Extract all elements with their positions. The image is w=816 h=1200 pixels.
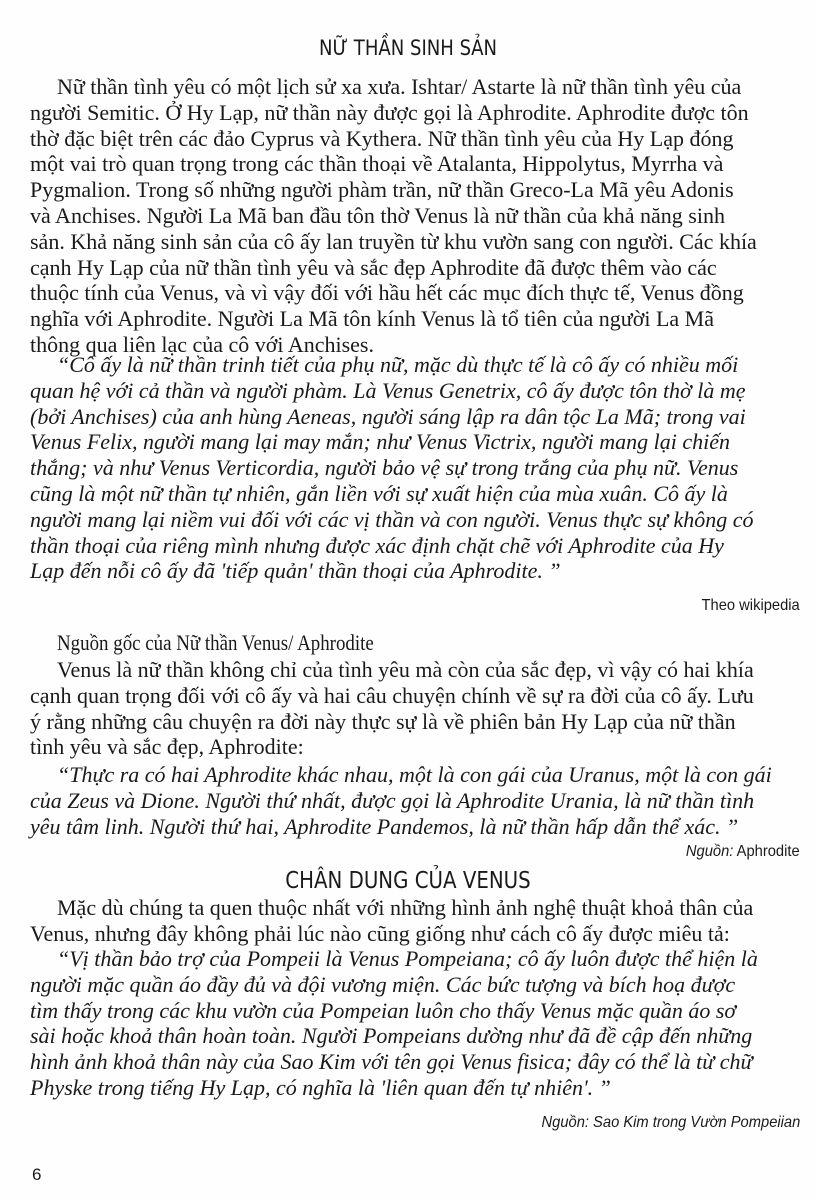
section2-subtitle: Nguồn gốc của Nữ thần Venus/ Aphrodite [57,630,374,655]
page-number: 6 [32,1165,42,1184]
source-wikipedia: Theo wikipedia [701,597,800,614]
text-line: cạnh Hy Lạp của nữ thần tình yêu và sắc đẹp Aphrodite đã được thêm vào các [30,254,717,280]
text-line: thắng; và như Venus Verticordia, người bảo vệ sự trong trắng của phụ nữ. Venus [30,455,739,481]
text-line: Venus là nữ thần không chỉ của tình yêu mà còn của sắc đẹp, vì vậy có hai khía [57,657,754,682]
text-line: ý rằng những câu chuyện ra đời này thực sự là về phiên bản Hy Lạp của nữ thần [30,708,736,734]
text-line: cạnh quan trọng đối với cô ấy và hai câu chuyện chính về sự ra đời của cô ấy. Lưu [30,682,754,708]
text-line: tìm thấy trong các khu vườn của Pompeian luôn cho thấy Venus mặc quần áo sơ [30,997,737,1023]
text-line: Mặc dù chúng ta quen thuộc nhất với những hình ảnh nghệ thuật khoả thân của [57,895,754,920]
text-line: “Thực ra có hai Aphrodite khác nhau, một là con gái của Uranus, một là con gái [57,762,772,787]
text-line: một vai trò quan trọng trong các thần thoại về Atalanta, Hippolytus, Myrrha và [30,151,724,177]
section-title-fertility-goddess: NỮ THẦN SINH SẢN [319,36,497,60]
source-aphrodite [686,843,800,861]
text-line: của Zeus và Dione. Người thứ nhất, được gọi là Aphrodite Urania, là nữ thần tình [30,787,755,813]
text-line: sài hoặc khoả thân hoàn toàn. Người Pompeians dường như đã đề cập đến những [30,1023,753,1049]
source-label: Nguồn: [686,843,734,860]
text-line: Nữ thần tình yêu có một lịch sử xa xưa. Ishtar/ Astarte là nữ thần tình yêu của [57,74,742,99]
text-line: sản. Khả năng sinh sản của cô ấy lan truyền từ khu vườn sang con người. Các khía [30,228,757,254]
text-line: thần thoại của riêng mình nhưng được xác định chặt chẽ với Aphrodite của Hy [30,532,724,558]
text-line: tình yêu và sắc đẹp, Aphrodite: [30,734,304,760]
text-line: (bởi Anchises) của anh hùng Aeneas, người sáng lập ra dân tộc La Mã; trong vai [30,403,746,429]
text-line: người mặc quần áo đầy đủ và đội vương miện. Các bức tượng và bích hoạ được [30,971,736,997]
source-pompeii-garden: Nguồn: Sao Kim trong Vườn Pompeiian [541,1114,800,1131]
text-line: và Anchises. Người La Mã ban đầu tôn thờ Venus là nữ thần của khả năng sinh [30,203,725,228]
text-line: người Semitic. Ở Hy Lạp, nữ thần này được gọi là Aphrodite. Aphrodite được tôn [30,99,749,125]
text-line: thông qua liên lạc của cô với Anchises. [30,332,374,357]
text-line: cũng là một nữ thần tự nhiên, gắn liền với sự xuất hiện của mùa xuân. Cô ấy là [30,481,728,506]
text-line: thờ đặc biệt trên các đảo Cyprus và Kythera. Nữ thần tình yêu của Hy Lạp đóng [30,125,734,151]
section-title-venus-portrait: CHÂN DUNG CỦA VENUS [285,868,531,894]
text-line: thuộc tính của Venus, và vì vậy đối với hầu hết các mục đích thực tế, Venus đồng [30,280,744,306]
text-line: “Cô ấy là nữ thần trinh tiết của phụ nữ, mặc dù thực tế là cô ấy có nhiều mối [57,352,739,377]
text-line: nghĩa với Aphrodite. Người La Mã tôn kính Venus là tổ tiên của người La Mã [30,306,715,332]
source-value: Aphrodite [736,843,800,860]
text-line: người mang lại niềm vui đối với các vị thần và con người. Venus thực sự không có [30,506,754,532]
text-line: hình ảnh khoả thân này của Sao Kim với tên gọi Venus fisica; đây có thể là từ chữ [30,1049,753,1075]
text-line: Lạp đến nỗi cô ấy đã 'tiếp quản' thần thoại của Aphrodite. ” [30,558,561,584]
text-line: Pygmalion. Trong số những người phàm trần, nữ thần Greco-La Mã yêu Adonis [30,177,734,203]
text-line: Venus Felix, người mang lại may mắn; như Venus Victrix, người mang lại chiến [30,429,731,455]
text-line: Venus, nhưng đây không phải lúc nào cũng giống như cách cô ấy được miêu tả: [30,920,730,946]
text-line: quan hệ với cả thần và người phàm. Là Venus Genetrix, cô ấy được tôn thờ là mẹ [30,377,746,403]
text-line: Physke trong tiếng Hy Lạp, có nghĩa là 'liên quan đến tự nhiên'. ” [30,1075,611,1100]
text-line: “Vị thần bảo trợ của Pompeii là Venus Pompeiana; cô ấy luôn được thể hiện là [57,946,758,971]
text-line: yêu tâm linh. Người thứ hai, Aphrodite Pandemos, là nữ thần hấp dẫn thể xác. ” [30,813,739,839]
